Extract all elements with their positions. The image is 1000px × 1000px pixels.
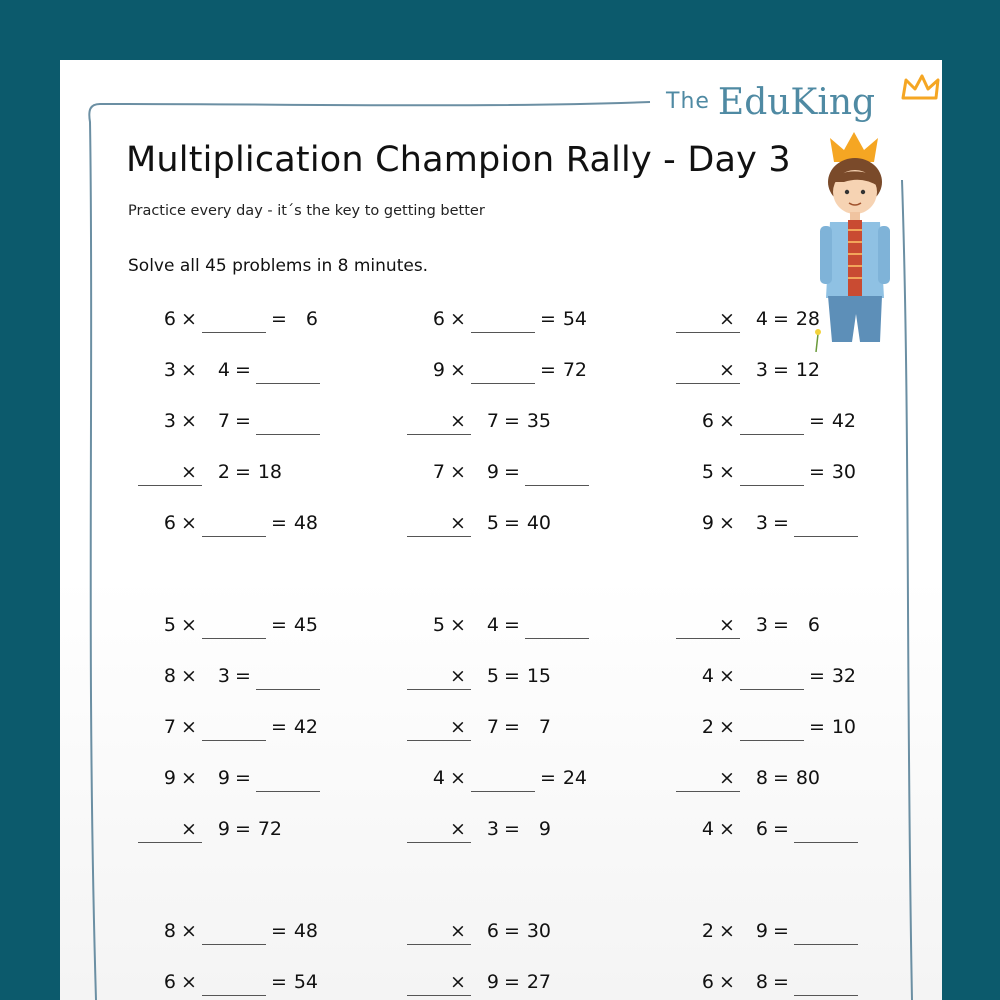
factor-a: 6 — [701, 410, 714, 432]
factor-a: 6 — [163, 512, 176, 534]
problem-row — [688, 920, 918, 950]
equals-sign: = — [271, 614, 287, 636]
equals-sign: = — [235, 410, 251, 432]
equals-sign: = — [271, 716, 287, 738]
problem-row — [419, 512, 649, 542]
equals-sign: = — [540, 767, 556, 789]
answer-blank-b[interactable] — [202, 971, 266, 996]
factor-a: 5 — [432, 614, 445, 636]
product: 27 — [526, 971, 551, 993]
factor-a: 6 — [163, 308, 176, 330]
equals-sign: = — [271, 920, 287, 942]
equals-sign: = — [773, 512, 789, 534]
answer-blank-c[interactable] — [256, 359, 320, 384]
factor-b: 7 — [486, 716, 499, 738]
factor-a: 3 — [163, 410, 176, 432]
problem-row — [688, 512, 918, 542]
factor-a: 5 — [701, 461, 714, 483]
instructions: Solve all 45 problems in 8 minutes. — [128, 256, 429, 276]
problem-row — [688, 665, 918, 695]
problem-row — [688, 461, 918, 491]
factor-b: 7 — [486, 410, 499, 432]
equals-sign: = — [773, 359, 789, 381]
times-sign: × — [181, 410, 197, 432]
times-sign: × — [181, 614, 197, 636]
times-sign: × — [450, 410, 466, 432]
answer-blank-c[interactable] — [794, 818, 858, 843]
answer-blank-b[interactable] — [740, 410, 804, 435]
equals-sign: = — [271, 512, 287, 534]
answer-blank-b[interactable] — [740, 716, 804, 741]
problem-row — [688, 359, 918, 389]
equals-sign: = — [504, 920, 520, 942]
factor-a: 3 — [163, 359, 176, 381]
answer-blank-b[interactable] — [740, 665, 804, 690]
worksheet-page — [60, 60, 942, 1000]
problem-row — [150, 410, 380, 440]
answer-blank-c[interactable] — [256, 410, 320, 435]
factor-b: 5 — [486, 512, 499, 534]
times-sign: × — [181, 818, 197, 840]
answer-blank-c[interactable] — [256, 665, 320, 690]
equals-sign: = — [809, 461, 825, 483]
factor-a: 4 — [432, 767, 445, 789]
times-sign: × — [450, 818, 466, 840]
times-sign: × — [181, 767, 197, 789]
factor-b: 9 — [217, 818, 230, 840]
factor-b: 7 — [217, 410, 230, 432]
factor-b: 3 — [217, 665, 230, 687]
problem-row — [150, 512, 380, 542]
factor-b: 2 — [217, 461, 230, 483]
factor-b: 3 — [755, 614, 768, 636]
problem-row — [419, 971, 649, 1000]
equals-sign: = — [271, 308, 287, 330]
problem-row — [688, 971, 918, 1000]
times-sign: × — [181, 971, 197, 993]
equals-sign: = — [809, 716, 825, 738]
equals-sign: = — [504, 665, 520, 687]
factor-a: 6 — [432, 308, 445, 330]
equals-sign: = — [773, 614, 789, 636]
problem-row — [419, 665, 649, 695]
factor-a: 6 — [701, 971, 714, 993]
problem-row — [419, 818, 649, 848]
answer-blank-c[interactable] — [525, 461, 589, 486]
equals-sign: = — [235, 767, 251, 789]
times-sign: × — [719, 410, 735, 432]
equals-sign: = — [504, 971, 520, 993]
times-sign: × — [450, 920, 466, 942]
brand-prefix: The — [666, 89, 710, 114]
equals-sign: = — [540, 359, 556, 381]
equals-sign: = — [504, 614, 520, 636]
product: 18 — [257, 461, 282, 483]
times-sign: × — [450, 971, 466, 993]
factor-b: 4 — [486, 614, 499, 636]
product: 42 — [831, 410, 856, 432]
times-sign: × — [719, 512, 735, 534]
factor-b: 9 — [755, 920, 768, 942]
product: 42 — [293, 716, 318, 738]
problem-row — [688, 410, 918, 440]
factor-b: 9 — [217, 767, 230, 789]
equals-sign: = — [235, 461, 251, 483]
equals-sign: = — [235, 359, 251, 381]
times-sign: × — [719, 359, 735, 381]
times-sign: × — [181, 716, 197, 738]
times-sign: × — [450, 614, 466, 636]
factor-b: 4 — [755, 308, 768, 330]
problem-row — [150, 614, 380, 644]
product: 12 — [795, 359, 820, 381]
times-sign: × — [719, 818, 735, 840]
product: 30 — [831, 461, 856, 483]
times-sign: × — [719, 920, 735, 942]
problem-row — [150, 665, 380, 695]
times-sign: × — [181, 359, 197, 381]
answer-blank-c[interactable] — [794, 971, 858, 996]
equals-sign: = — [540, 308, 556, 330]
problem-row — [688, 716, 918, 746]
problem-row — [150, 818, 380, 848]
product: 80 — [795, 767, 820, 789]
equals-sign: = — [504, 716, 520, 738]
times-sign: × — [719, 614, 735, 636]
equals-sign: = — [773, 971, 789, 993]
problem-row — [688, 767, 918, 797]
product: 15 — [526, 665, 551, 687]
problem-row — [419, 308, 649, 338]
product: 54 — [293, 971, 318, 993]
times-sign: × — [450, 461, 466, 483]
equals-sign: = — [809, 410, 825, 432]
product: 54 — [562, 308, 587, 330]
equals-sign: = — [809, 665, 825, 687]
factor-a: 9 — [701, 512, 714, 534]
equals-sign: = — [773, 818, 789, 840]
problem-row — [688, 614, 918, 644]
problem-row — [150, 461, 380, 491]
factor-b: 9 — [486, 461, 499, 483]
product: 9 — [538, 818, 551, 840]
factor-b: 6 — [486, 920, 499, 942]
equals-sign: = — [773, 308, 789, 330]
product: 72 — [562, 359, 587, 381]
equals-sign: = — [504, 461, 520, 483]
product: 28 — [795, 308, 820, 330]
times-sign: × — [719, 461, 735, 483]
product: 72 — [257, 818, 282, 840]
product: 40 — [526, 512, 551, 534]
product: 35 — [526, 410, 551, 432]
equals-sign: = — [235, 665, 251, 687]
product: 30 — [526, 920, 551, 942]
equals-sign: = — [504, 512, 520, 534]
times-sign: × — [450, 359, 466, 381]
problem-row — [419, 716, 649, 746]
problem-row — [688, 818, 918, 848]
problem-row — [419, 410, 649, 440]
answer-blank-b[interactable] — [740, 461, 804, 486]
times-sign: × — [450, 716, 466, 738]
equals-sign: = — [235, 818, 251, 840]
times-sign: × — [181, 920, 197, 942]
product: 32 — [831, 665, 856, 687]
answer-blank-b[interactable] — [202, 920, 266, 945]
answer-blank-b[interactable] — [202, 512, 266, 537]
problem-row — [419, 461, 649, 491]
answer-blank-c[interactable] — [794, 512, 858, 537]
factor-b: 8 — [755, 767, 768, 789]
equals-sign: = — [504, 410, 520, 432]
equals-sign: = — [271, 971, 287, 993]
product: 48 — [293, 920, 318, 942]
times-sign: × — [450, 512, 466, 534]
factor-a: 7 — [432, 461, 445, 483]
product: 45 — [293, 614, 318, 636]
problem-row — [150, 359, 380, 389]
times-sign: × — [719, 716, 735, 738]
times-sign: × — [450, 665, 466, 687]
times-sign: × — [719, 308, 735, 330]
factor-a: 9 — [432, 359, 445, 381]
product: 7 — [538, 716, 551, 738]
equals-sign: = — [773, 767, 789, 789]
times-sign: × — [181, 512, 197, 534]
problem-row — [150, 971, 380, 1000]
answer-blank-b[interactable] — [202, 716, 266, 741]
problem-row — [419, 767, 649, 797]
factor-b: 9 — [486, 971, 499, 993]
factor-a: 5 — [163, 614, 176, 636]
answer-blank-b[interactable] — [202, 614, 266, 639]
brand-name: EduKing — [717, 82, 876, 123]
product: 24 — [562, 767, 587, 789]
factor-a: 8 — [163, 920, 176, 942]
answer-blank-c[interactable] — [256, 767, 320, 792]
times-sign: × — [719, 767, 735, 789]
factor-a: 2 — [701, 716, 714, 738]
times-sign: × — [181, 308, 197, 330]
times-sign: × — [719, 971, 735, 993]
problem-row — [150, 920, 380, 950]
times-sign: × — [181, 665, 197, 687]
factor-a: 7 — [163, 716, 176, 738]
answer-blank-b[interactable] — [471, 359, 535, 384]
equals-sign: = — [504, 818, 520, 840]
times-sign: × — [450, 308, 466, 330]
factor-a: 9 — [163, 767, 176, 789]
equals-sign: = — [773, 920, 789, 942]
factor-b: 5 — [486, 665, 499, 687]
factor-b: 3 — [486, 818, 499, 840]
problem-row — [419, 359, 649, 389]
problem-row — [150, 716, 380, 746]
factor-b: 8 — [755, 971, 768, 993]
product: 10 — [831, 716, 856, 738]
factor-a: 8 — [163, 665, 176, 687]
brand-logo — [666, 82, 875, 132]
factor-b: 3 — [755, 512, 768, 534]
factor-b: 4 — [217, 359, 230, 381]
problem-row — [419, 614, 649, 644]
factor-a: 4 — [701, 818, 714, 840]
crown-icon — [900, 74, 942, 102]
factor-b: 3 — [755, 359, 768, 381]
answer-blank-b[interactable] — [471, 308, 535, 333]
product: 6 — [305, 308, 318, 330]
answer-blank-b[interactable] — [471, 767, 535, 792]
page-title: Multiplication Champion Rally - Day 3 — [126, 140, 791, 180]
problem-row — [419, 920, 649, 950]
factor-a: 6 — [163, 971, 176, 993]
times-sign: × — [719, 665, 735, 687]
problem-row — [150, 308, 380, 338]
answer-blank-b[interactable] — [202, 308, 266, 333]
product: 6 — [807, 614, 820, 636]
factor-a: 2 — [701, 920, 714, 942]
problem-row — [150, 767, 380, 797]
times-sign: × — [450, 767, 466, 789]
answer-blank-c[interactable] — [794, 920, 858, 945]
factor-b: 6 — [755, 818, 768, 840]
product: 48 — [293, 512, 318, 534]
page-subtitle: Practice every day - it´s the key to getting better — [128, 203, 485, 219]
factor-a: 4 — [701, 665, 714, 687]
times-sign: × — [181, 461, 197, 483]
answer-blank-c[interactable] — [525, 614, 589, 639]
problem-row — [688, 308, 918, 338]
